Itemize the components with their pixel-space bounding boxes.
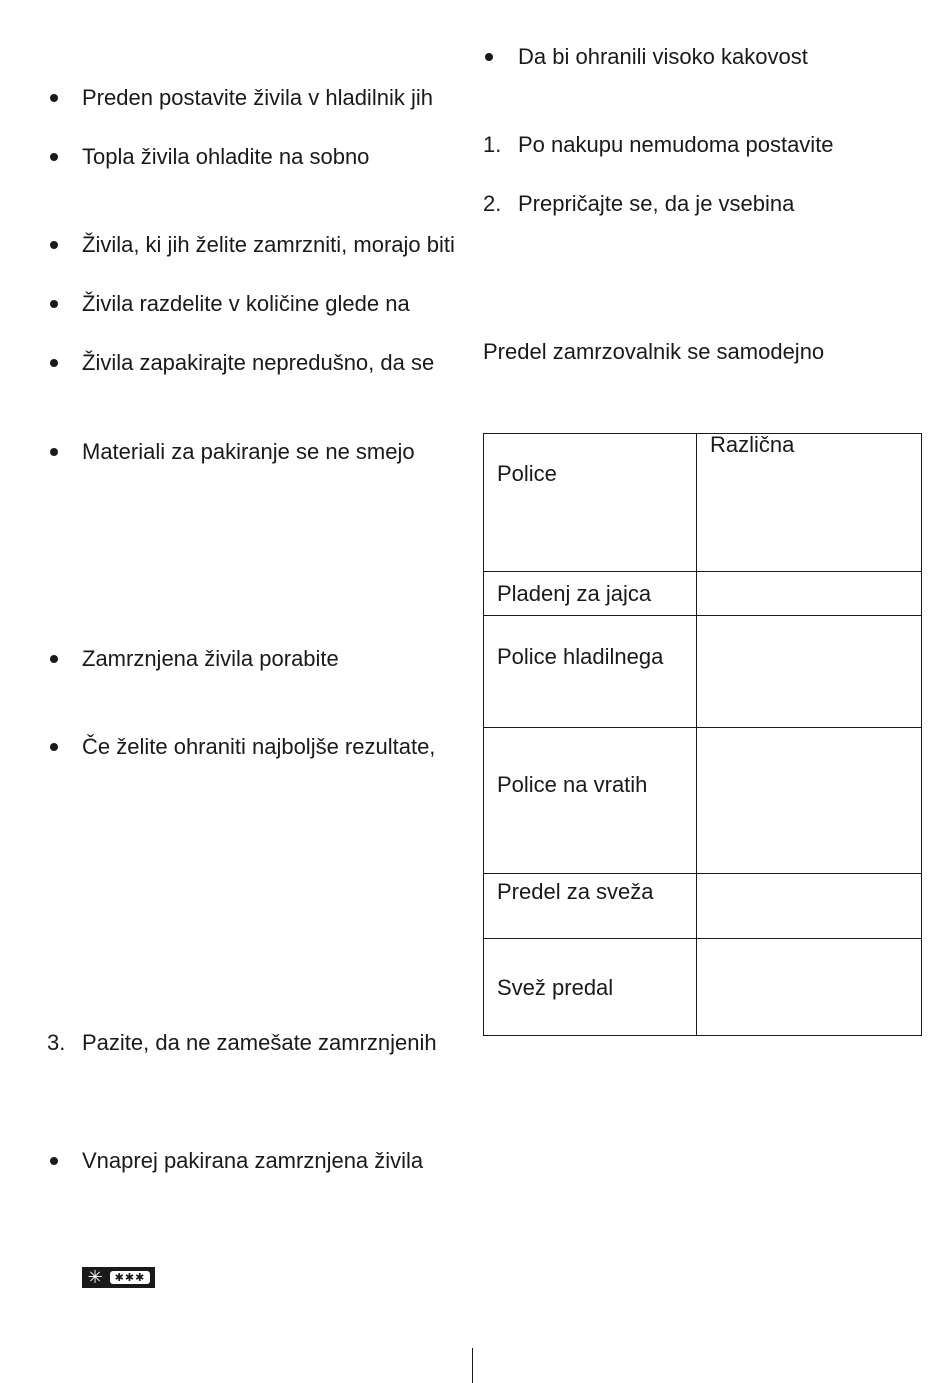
table-cell-text: Police <box>497 461 557 486</box>
table-cell <box>484 616 697 727</box>
table-cell <box>697 728 921 873</box>
list-item-text: Pazite, da ne zamešate zamrznjenih <box>82 1030 437 1055</box>
list-number: 3. <box>47 1030 66 1055</box>
bullet-icon <box>50 94 58 102</box>
bullet-icon <box>50 655 58 663</box>
list-item-text: Živila razdelite v količine glede na <box>82 291 410 316</box>
table-cell-text: Predel za sveža <box>497 879 654 904</box>
table-row <box>484 873 921 938</box>
list-number: 2. <box>483 191 502 216</box>
paragraph: Predel zamrzovalnik se samodejno <box>483 339 825 364</box>
bullet-icon <box>50 153 58 161</box>
bullet-icon <box>50 359 58 367</box>
table-cell <box>697 874 921 938</box>
table-cell <box>484 572 697 615</box>
table-cell <box>697 616 921 727</box>
storage-table <box>483 433 922 1036</box>
list-item-text: Preden postavite živila v hladilnik jih <box>82 85 433 110</box>
list-item-text: Topla živila ohladite na sobno <box>82 144 370 169</box>
table-cell <box>484 939 697 1035</box>
list-item-text: Po nakupu nemudoma postavite <box>518 132 834 157</box>
bullet-icon <box>50 300 58 308</box>
freezer-star-rating-icon <box>82 1267 155 1288</box>
table-cell-text: Različna <box>710 432 795 457</box>
bullet-icon <box>50 743 58 751</box>
list-item-text: Živila, ki jih želite zamrzniti, morajo biti <box>82 232 455 257</box>
table-row <box>484 727 921 873</box>
list-item-text: Materiali za pakiranje se ne smejo <box>82 439 415 464</box>
table-cell <box>484 874 697 938</box>
bullet-icon <box>50 1157 58 1165</box>
table-cell <box>697 434 921 571</box>
table-cell-text: Police hladilnega <box>497 644 664 669</box>
list-item-text: Da bi ohranili visoko kakovost <box>518 44 808 69</box>
bullet-icon <box>50 241 58 249</box>
list-item-text: Če želite ohraniti najboljše rezultate, <box>82 734 436 759</box>
table-cell <box>484 434 697 571</box>
bullet-icon <box>50 448 58 456</box>
list-item-text: Prepričajte se, da je vsebina <box>518 191 795 216</box>
snowflake-star-icon: ✳ <box>87 1267 103 1288</box>
three-stars-icon: ✱✱✱ <box>110 1271 150 1284</box>
list-item-text: Zamrznjena živila porabite <box>82 646 339 671</box>
table-cell-text: Pladenj za jajca <box>497 581 652 606</box>
table-row <box>484 938 921 1035</box>
list-item-text: Vnaprej pakirana zamrznjena živila <box>82 1148 424 1173</box>
table-cell <box>697 572 921 615</box>
table-row <box>484 615 921 727</box>
table-cell-text: Svež predal <box>497 975 614 1000</box>
list-item-text: Živila zapakirajte nepredušno, da se <box>82 350 435 375</box>
table-cell <box>484 728 697 873</box>
table-cell-text: Police na vratih <box>497 772 648 797</box>
list-number: 1. <box>483 132 502 157</box>
table-row <box>484 434 921 571</box>
table-row <box>484 571 921 615</box>
table-cell <box>697 939 921 1035</box>
page-divider <box>472 1348 473 1383</box>
bullet-icon <box>485 53 493 61</box>
